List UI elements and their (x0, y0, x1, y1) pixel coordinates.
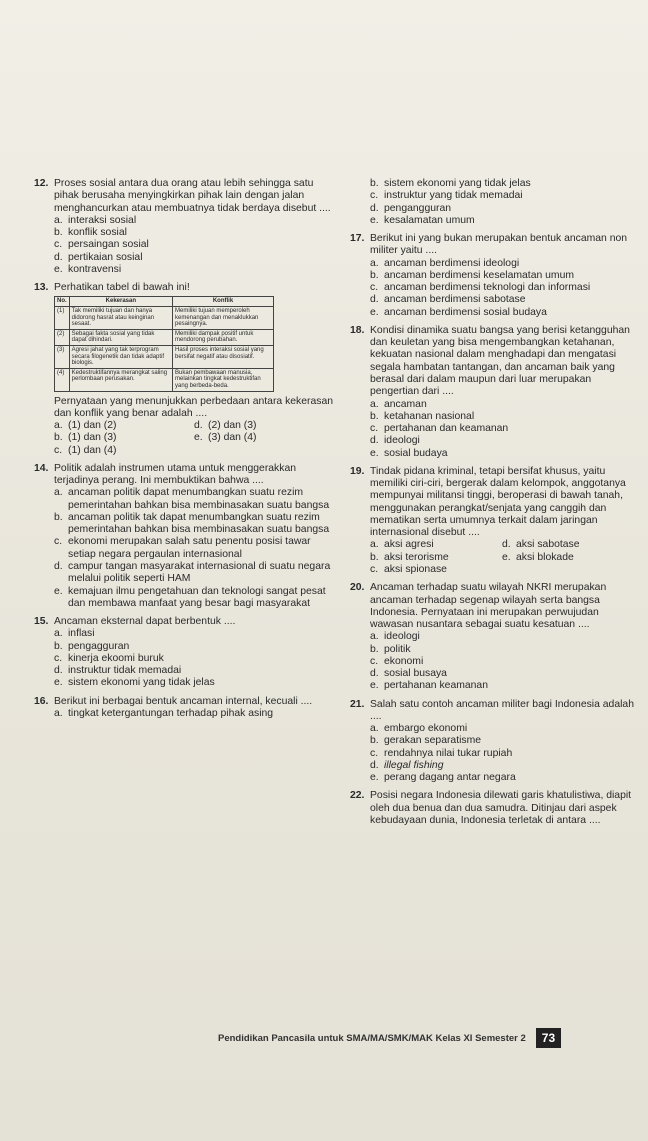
option-b: b. sistem ekonomi yang tidak jelas (370, 178, 531, 189)
textbook-page (34, 178, 634, 1098)
option-b: b. politik (370, 643, 411, 655)
question-17 (350, 233, 634, 319)
question-12 (34, 178, 334, 276)
option-b: b. ancaman politik tak dapat menumbangkan suatu rezim pemerintahan bahkan bisa membinasakan suatu bangsa (54, 511, 330, 536)
question-12-continued (350, 178, 634, 227)
option-c: c. instruktur yang tidak memadai (370, 190, 523, 202)
question-number: 19. (350, 465, 365, 477)
option-c: c. kinerja ekoomi buruk (54, 652, 164, 664)
footer-book-title: Pendidikan Pancasila untuk SMA/MA/SMK/MAK Kelas XI Semester 2 (218, 1032, 526, 1044)
question-text: Berikut ini yang bukan merupakan bentuk ancaman non militer yaitu .... (370, 233, 628, 257)
option-d: d. aksi sabotase (502, 539, 580, 551)
option-b: b. gerakan separatisme (370, 735, 482, 747)
question-text: Posisi negara Indonesia dilewati garis khatulistiwa, diapit oleh dua benua dan dua samudra. Ditinjau dari aspek kebudayaan dunia, Indonesia terletak di antara .... (370, 790, 632, 827)
option-c: c. aksi spionase (370, 563, 447, 575)
option-a: a. tingkat ketergantungan terhadap pihak asing (54, 707, 274, 719)
question-number: 22. (350, 790, 365, 802)
option-a: a. embargo ekonomi (370, 723, 468, 735)
option-a: a. ancaman (370, 398, 427, 410)
option-b: b. ancaman berdimensi keselamatan umum (370, 269, 575, 281)
question-number: 12. (34, 178, 49, 189)
option-a: a. ancaman berdimensi ideologi (370, 257, 520, 269)
question-number: 15. (34, 616, 49, 628)
question-text: Proses sosial antara dua orang atau lebih sehingga satu pihak berusaha menyingkirkan pihak lain dengan jalan menghancurkan atau membuatnya tidak berdaya disebut .... (54, 178, 331, 214)
option-b: b. pengagguran (54, 640, 130, 652)
option-d: d. pertikaian sosial (54, 251, 143, 263)
question-text-continued: Pernyataan yang menunjukkan perbedaan antara kekerasan dan konflik yang benar adalah .... (54, 395, 334, 419)
left-column (34, 178, 334, 726)
question-number: 18. (350, 324, 365, 336)
option-d: d. sosial busaya (370, 668, 447, 680)
table-header: No. (55, 297, 70, 307)
option-e: e. sistem ekonomi yang tidak jelas (54, 677, 215, 689)
option-e: e. kesalamatan umum (370, 214, 475, 226)
option-a: a. (1) dan (2) (54, 420, 117, 432)
option-b: b. aksi terorisme (370, 551, 449, 563)
page-footer (218, 1028, 561, 1048)
question-text: Tindak pidana kriminal, tetapi bersifat khusus, yaitu memiliki ciri-ciri, bergerak dalam kelompok, anggotanya mempunyai militansi tinggi, beroperasi di bawah tanah, menggunakan perangkat/senjata yang canggih dan mematikan serta umumnya terkait dalam jaringan internasional disebut .... (370, 465, 626, 539)
table-row: (1) Tak memiliki tujuan dan hanya didorong hasrat atau keinginan sesaat. Memiliki tujuan memperoleh kemenangan dan menaklukkan pesaingnya. (55, 306, 274, 329)
option-c: c. pertahanan dan keamanan (370, 423, 509, 435)
option-b: b. ketahanan nasional (370, 410, 475, 422)
question-number: 17. (350, 233, 365, 245)
option-c: c. persaingan sosial (54, 239, 149, 251)
question-number: 13. (34, 282, 49, 294)
option-d: d. ideologi (370, 435, 420, 447)
option-d: d. ancaman berdimensi sabotase (370, 294, 526, 306)
question-number: 16. (34, 695, 49, 707)
option-a: a. ideologi (370, 631, 420, 643)
question-text: Perhatikan tabel di bawah ini! (54, 282, 190, 294)
question-number: 14. (34, 462, 49, 474)
page-number: 73 (536, 1028, 561, 1048)
option-a: a. ancaman politik dapat menumbangkan suatu rezim pemerintahan bahkan bisa membinasakan suatu bangsa (54, 487, 330, 511)
table-row: (2) Sebagai fakta sosial yang tidak dapat dihindari. Memiliki dampak positif untuk mendorong perubahan. (55, 329, 274, 345)
comparison-table (54, 296, 274, 391)
question-number: 21. (350, 698, 365, 710)
question-15 (34, 616, 334, 690)
option-c: c. ekonomi merupakan salah satu penentu posisi tawar setiap negara pergaulan internasional (54, 536, 311, 560)
question-14 (34, 463, 334, 610)
option-a: a. interaksi sosial (54, 214, 137, 226)
table-row: (3) Agresi jahat yang tak terprogram secara filogenetik dan tidak adaptif biologis. Hasil proses interaksi sosial yang bersifat negatif atau disosiatif. (55, 345, 274, 368)
option-c: c. ancaman berdimensi teknologi dan informasi (370, 282, 591, 294)
option-d: d. (2) dan (3) (194, 420, 257, 432)
question-text: Ancaman eksternal dapat berbentuk .... (54, 616, 236, 628)
option-d: d. illegal fishing (370, 759, 444, 771)
question-text: Salah satu contoh ancaman militer bagi Indonesia adalah .... (370, 698, 634, 722)
question-22 (350, 790, 634, 827)
option-e: e. aksi blokade (502, 551, 574, 563)
question-text: Kondisi dinamika suatu bangsa yang berisi ketangguhan dan keuletan yang bisa mengembangkan ketahanan, kekuatan nasional dalam menghadapi dan mengatasi segala hambatan tantangan, dan ancaman baik yang berasal dari dalam maupun dari luar merupakan pengertian dari .... (370, 324, 630, 398)
question-text: Berikut ini berbagai bentuk ancaman internal, kecuali .... (54, 695, 313, 707)
option-e: e. kontravensi (54, 263, 122, 275)
option-d: d. pengangguran (370, 202, 452, 214)
option-d: d. campur tangan masyarakat internasional di suatu negara melalui politik seperti HAM (54, 560, 331, 585)
question-text: Ancaman terhadap suatu wilayah NKRI merupakan ancaman terhadap segenap wilayah serta bangsa Indonesia. Pernyataan ini merupakan perwujudan wawasan nusantara sebagai suatu kesatuan .... (370, 582, 607, 631)
question-20 (350, 582, 634, 692)
option-c: c. ekonomi (370, 655, 424, 667)
option-e: e. kemajuan ilmu pengetahuan dan teknologi sangat pesat dan membawa manfaat yang besar bagi masyarakat (54, 585, 326, 609)
option-e: e. perang dagang antar negara (370, 772, 516, 784)
option-d: d. instruktur tidak memadai (54, 665, 182, 677)
option-a: a. aksi agresi (370, 539, 434, 551)
right-column (350, 178, 634, 833)
option-e: e. pertahanan keamanan (370, 680, 488, 692)
question-18 (350, 325, 634, 460)
option-b: b. (1) dan (3) (54, 432, 117, 444)
option-e: e. ancaman berdimensi sosial budaya (370, 306, 547, 318)
table-header: Konflik (173, 297, 274, 307)
option-e: e. sosial budaya (370, 447, 448, 459)
question-19 (350, 466, 634, 576)
question-13 (34, 282, 334, 457)
option-a: a. inflasi (54, 628, 95, 640)
question-21 (350, 699, 634, 785)
option-e: e. (3) dan (4) (194, 432, 257, 444)
question-16 (34, 696, 334, 721)
option-b: b. konflik sosial (54, 227, 127, 239)
option-c: c. rendahnya nilai tukar rupiah (370, 747, 513, 759)
table-header: Kekerasan (69, 297, 172, 307)
option-c: c. (1) dan (4) (54, 444, 117, 456)
question-number: 20. (350, 582, 365, 594)
table-row: (4) Kedestruktifannya merangkat saling perlombaan perusakan. Bukan pembawaan manusia, melainkan tingkat kedestruktifan yang berbeda-beda. (55, 368, 274, 391)
question-text: Politik adalah instrumen utama untuk menggerakkan terjadinya perang. Ini membuktikan bahwa .... (54, 462, 297, 487)
